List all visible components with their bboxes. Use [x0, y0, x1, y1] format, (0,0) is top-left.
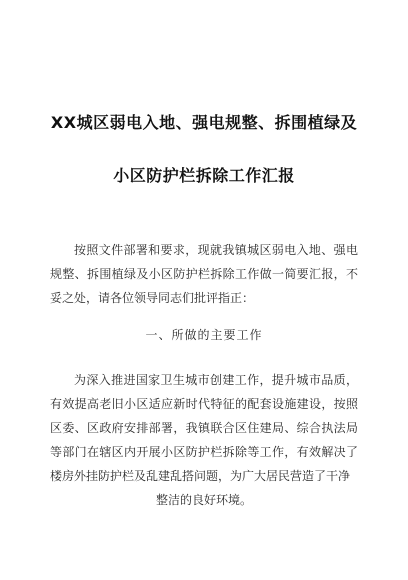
section-paragraph-body: 为深入推进国家卫生城市创建工作，提升城市品质，有效提高老旧小区适应新时代特征的配套设施建设，按照区委、区政府安排部署，我镇联合区住建局、综合执法局等部门在辖区内开展小区防护栏拆除等工作，有效解决了楼房外挂防护栏及乱建乱搭问题，为广大居民营造了干净: [50, 373, 358, 483]
section-paragraph-last-line: 整洁的良好环境。: [155, 493, 252, 507]
section-paragraph: [50, 368, 358, 512]
document-title-line-1: XX城区弱电入地、强电规整、拆围植绿及: [50, 113, 358, 132]
intro-paragraph: 按照文件部署和要求，现就我镇城区弱电入地、强电规整、拆围植绿及小区防护栏拆除工作做一简要汇报，不妥之处，请各位领导同志们批评指正：: [50, 243, 358, 305]
section-heading: 一、所做的主要工作: [145, 328, 263, 342]
document-title-line-2: 小区防护栏拆除工作汇报: [113, 166, 295, 185]
